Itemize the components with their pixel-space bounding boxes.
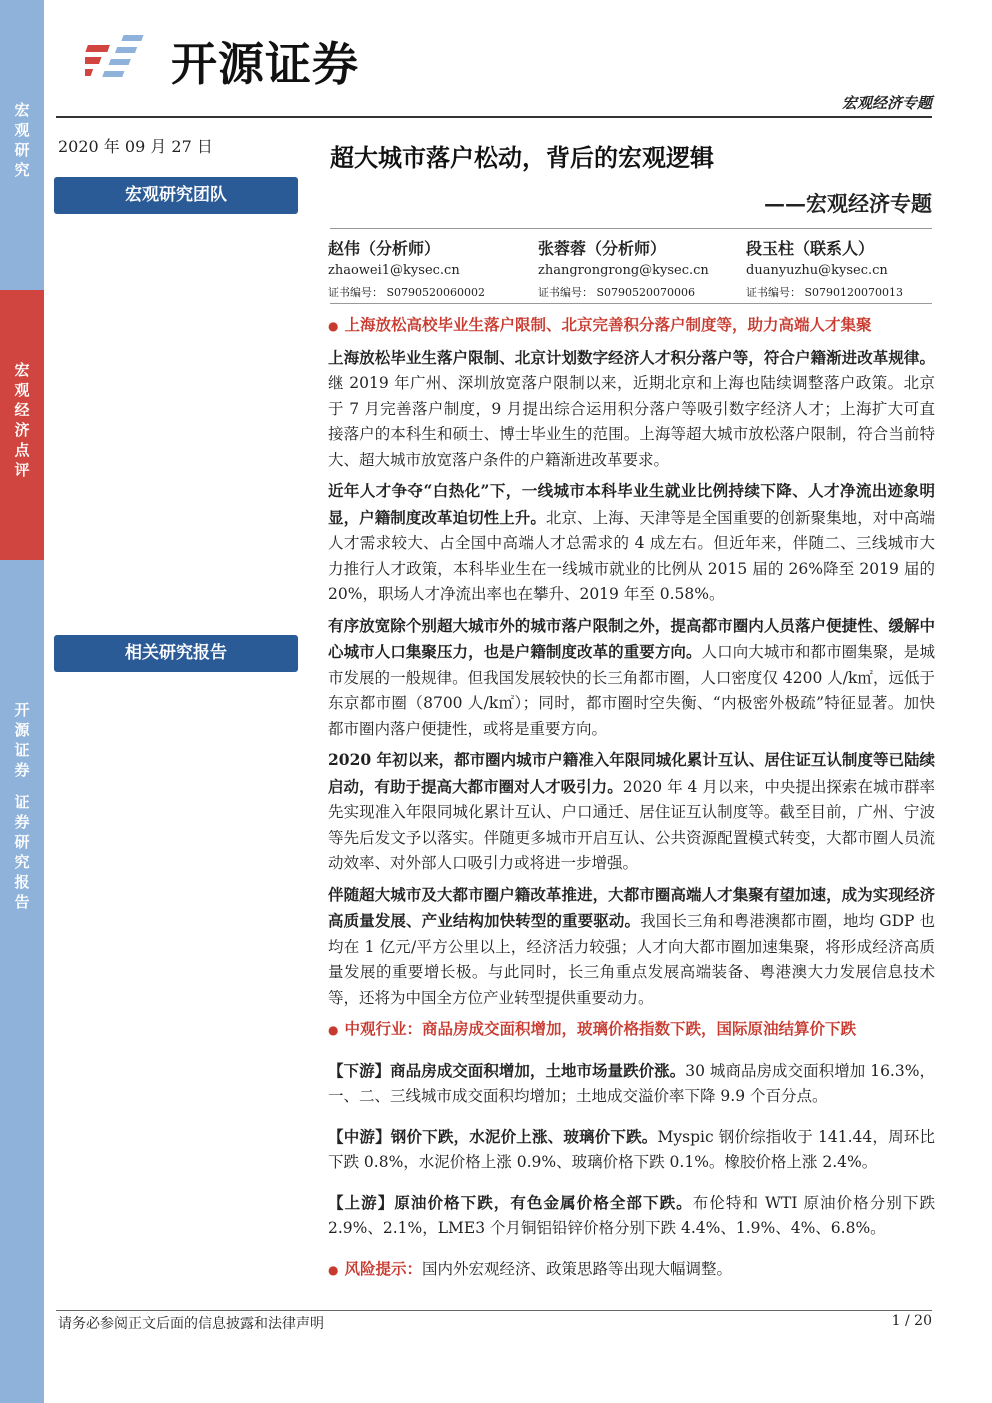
team-box: 宏观研究团队	[54, 177, 298, 214]
paragraph-upstream: 【上游】原油价格下跌，有色金属价格全部下跌。布伦特和 WTI 原油价格分别下跌 2.9%、2.1%，LME3 个月铜铝铅锌价格分别下跌 4.4%、1.9%、4%、6.8%。	[328, 1192, 935, 1237]
author-cert: 证书编号： S0790520060002	[328, 286, 486, 299]
sidebar-label-kaiyuan: 开源证券	[14, 701, 30, 779]
sidebar	[0, 0, 44, 1403]
author-cert: 证书编号： S0790120070013	[746, 286, 904, 299]
related-reports-box: 相关研究报告	[54, 635, 298, 672]
logo-text: 开源证券	[171, 37, 359, 91]
section-heading-1: ● 上海放松高校毕业生落户限制、北京完善积分落户制度等，助力高端人才集聚	[328, 312, 935, 340]
paragraph-3: 有序放宽除个别超大城市外的城市落户限制之外，提高都市圈内人员落户便捷性、缓解中心城市人口集聚压力，也是户籍制度改革的重要方向。人口向大城市和都市圈集聚，是城市发展的一般规律。但我国发展较快的长三角都市圈，人口密度仅 4200 人/k㎡，远低于东京都市圈（8700 人/k㎡）；同时，都市圈时空失衡、“内极密外极疏”特征显著。加快都市圈内落户便捷性，或将是重要方向。	[328, 615, 935, 738]
footer-divider	[56, 1310, 932, 1311]
header-category: 宏观经济专题	[841, 94, 932, 112]
report-date: 2020 年 09 月 27 日	[58, 137, 213, 156]
sidebar-label-macro-review: 宏观经济点评	[0, 290, 44, 560]
report-title: 超大城市落户松动，背后的宏观逻辑	[330, 143, 714, 172]
author-email[interactable]: duanyuzhu@kysec.cn	[746, 263, 888, 278]
author-1	[328, 238, 485, 304]
paragraph-midstream: 【中游】钢价下跌，水泥价上涨、玻璃价下跌。Myspic 钢价综指收于 141.44，周环比下跌 0.8%，水泥价格上涨 0.9%、玻璃价格下跌 0.1%。橡胶价格上涨 2.4%。	[328, 1126, 935, 1171]
page-number: 1 / 20	[891, 1313, 932, 1329]
author-name: 张蓉蓉（分析师）	[538, 239, 667, 258]
paragraph-2: 近年人才争夺“白热化”下，一线城市本科毕业生就业比例持续下降、人才净流出迹象明显，户籍制度改革迫切性上升。北京、上海、天津等是全国重要的创新聚集地，对中高端人才需求较大、占全国中高端人才总需求的 4 成左右。但近年来，伴随二、三线城市大力推行人才政策，本科毕业生在一线城市就业的比例从 2015 届的 26%降至 2019 届的 20%，职场人才净流出率也在攀升、2019 年至 0.58%。	[328, 481, 935, 603]
paragraph-5: 伴随超大城市及大都市圈户籍改革推进，大都市圈高端人才集聚有望加速，成为实现经济高质量发展、产业结构加快转型的重要驱动。我国长三角和粤港澳都市圈，地均 GDP 也均在 1 亿元/平方公里以上，经济活力较强；人才向大都市圈加速集聚，将形成经济高质量发展的重要增长极。与此同时，长三角重点发展高端装备、粤港澳大力发展信息技术等，还将为中国全方位产业转型提供重要动力。	[328, 884, 935, 1007]
logo	[85, 28, 359, 94]
logo-icon	[85, 31, 163, 91]
author-name: 段玉柱（联系人）	[746, 239, 875, 258]
header-divider	[56, 116, 932, 118]
author-top-divider	[330, 228, 932, 229]
author-2	[538, 238, 709, 304]
author-name: 赵伟（分析师）	[328, 239, 441, 258]
author-3	[746, 238, 903, 304]
report-subtitle: ——宏观经济专题	[764, 191, 932, 216]
sidebar-label-macro-research: 宏观研究	[14, 101, 30, 179]
paragraph-1: 上海放松毕业生落户限制、北京计划数字经济人才积分落户等，符合户籍渐进改革规律。继 2019 年广州、深圳放宽落户限制以来，近期北京和上海也陆续调整落户政策。北京于 7 月完善落户制度，9 月提出综合运用积分落户等吸引数字经济人才；上海扩大可直接落户的本科生和硕士、博士毕业生的范围。上海等超大城市放松落户限制，符合当前特大、超大城市放宽落户条件的户籍渐进改革要求。	[328, 347, 935, 469]
main-content	[328, 312, 935, 1288]
author-email[interactable]: zhangrongrong@kysec.cn	[538, 263, 709, 278]
section-heading-2: ● 中观行业：商品房成交面积增加，玻璃价格指数下跌，国际原油结算价下跌	[328, 1016, 935, 1044]
paragraph-downstream: 【下游】商品房成交面积增加，土地市场量跌价涨。30 城商品房成交面积增加 16.3%，一、二、三线城市成交面积均增加；土地成交溢价率下降 9.9 个百分点。	[328, 1060, 935, 1105]
author-email[interactable]: zhaowei1@kysec.cn	[328, 263, 460, 278]
sidebar-label-report: 证券研究报告	[14, 793, 30, 911]
risk-warning: ● 风险提示：国内外宏观经济、政策思路等出现大幅调整。	[328, 1256, 935, 1284]
footer-disclaimer: 请务必参阅正文后面的信息披露和法律声明	[58, 1316, 324, 1332]
author-cert: 证书编号： S0790520070006	[538, 286, 696, 299]
paragraph-4: 2020 年初以来，都市圈内城市户籍准入年限同城化累计互认、居住证互认制度等已陆续启动，有助于提高大都市圈对人才吸引力。2020 年 4 月以来，中央提出探索在城市群率先实现准入年限同城化累计互认、户口通迁、居住证互认制度等。截至目前，广州、宁波等先后发文予以落实。伴随更多城市开启互认、公共资源配置模式转变，大都市圈人员流动效率、对外部人口吸引力或将进一步增强。	[328, 750, 935, 872]
